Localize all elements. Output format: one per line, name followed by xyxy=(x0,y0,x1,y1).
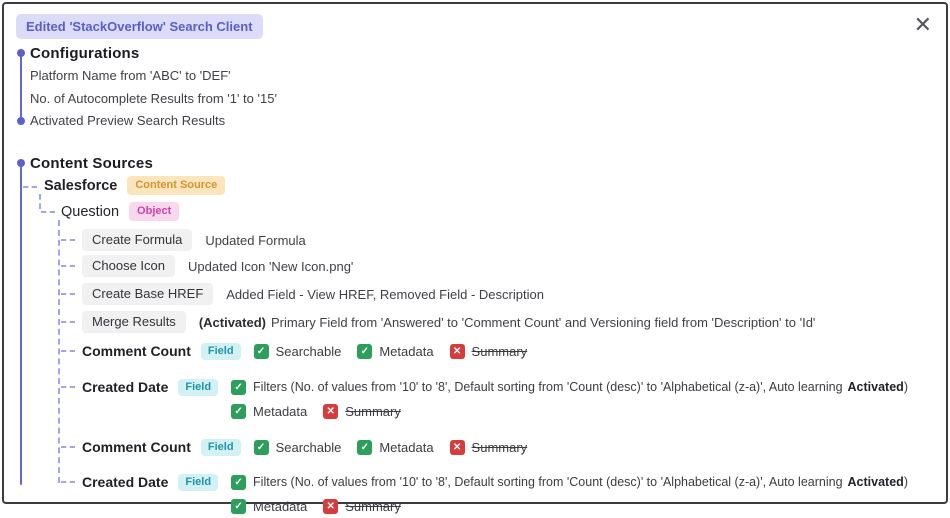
tree-line xyxy=(20,56,22,118)
flag-summary xyxy=(323,499,401,514)
close-icon[interactable]: ✕ xyxy=(913,12,932,37)
field-head xyxy=(82,470,218,494)
tree-line xyxy=(20,166,22,485)
section-title: Content Sources xyxy=(30,155,154,172)
field-name: Comment Count xyxy=(82,439,191,455)
flag-label: Summary xyxy=(345,498,401,514)
flag-label: Summary xyxy=(471,439,528,455)
field-name: Comment Count xyxy=(82,343,191,359)
flag-line xyxy=(231,375,908,399)
flag-label: Summary xyxy=(471,343,528,359)
field-badge: Field xyxy=(201,439,241,456)
tree-connector xyxy=(61,350,75,352)
field-flags xyxy=(231,375,908,423)
cross-icon: ✕ xyxy=(323,404,338,419)
config-change-text: Platform Name from 'ABC' to 'DEF' xyxy=(30,68,231,83)
field-flags xyxy=(254,339,528,363)
source-node-salesforce xyxy=(44,176,225,195)
flag-summary xyxy=(450,344,528,359)
flag-label: Metadata xyxy=(379,439,434,455)
field-head xyxy=(82,435,241,459)
flag-metadata xyxy=(357,344,433,359)
action-chip: Create Formula xyxy=(82,229,192,251)
tree-connector xyxy=(61,321,75,323)
action-row-choose-icon xyxy=(82,254,353,278)
flag-summary xyxy=(323,404,401,419)
config-change-item xyxy=(30,91,277,106)
flag-metadata xyxy=(231,404,307,419)
field-head xyxy=(82,339,241,363)
flag-searchable xyxy=(254,440,342,455)
flag-label: Metadata xyxy=(253,498,308,514)
field-head xyxy=(82,375,218,399)
tree-bullet xyxy=(17,117,25,125)
action-text: Updated Icon 'New Icon.png' xyxy=(188,258,354,274)
flag-line xyxy=(254,339,528,363)
action-chip: Create Base HREF xyxy=(82,283,213,305)
flag-line xyxy=(231,399,908,423)
action-text: Added Field - View HREF, Removed Field - Description xyxy=(226,286,544,302)
field-badge: Field xyxy=(178,379,218,396)
tree-connector xyxy=(61,446,75,448)
check-icon: ✓ xyxy=(254,440,269,455)
change-header xyxy=(16,14,263,39)
field-name: Created Date xyxy=(82,474,169,490)
flag-label: Searchable xyxy=(275,439,342,455)
config-change-text: Activated Preview Search Results xyxy=(30,113,226,128)
action-text xyxy=(199,315,816,330)
field-flags xyxy=(231,470,908,518)
field-node-comment-count xyxy=(82,435,527,459)
flag-filters xyxy=(231,475,908,490)
check-icon: ✓ xyxy=(231,404,246,419)
flag-label: Metadata xyxy=(253,403,308,419)
flag-metadata xyxy=(357,440,433,455)
flag-filters xyxy=(231,380,908,395)
object-badge: Object xyxy=(129,202,179,221)
config-change-item xyxy=(30,113,225,128)
content-source-badge: Content Source xyxy=(127,176,225,195)
tree-connector xyxy=(61,481,75,483)
action-text: Updated Formula xyxy=(205,232,306,248)
tree-connector xyxy=(41,211,55,213)
flag-label: Filters (No. of values from '10' to '8', Default sorting from 'Count (desc)' to 'Alphabetical (z-a)', Auto learning Activated) xyxy=(253,475,908,489)
tree-connector xyxy=(39,194,41,209)
action-row-merge-results xyxy=(82,310,815,334)
flag-line xyxy=(231,470,908,494)
tree-connector xyxy=(61,265,75,267)
tree-connector xyxy=(61,293,75,295)
action-chip: Choose Icon xyxy=(82,255,175,277)
field-flags xyxy=(254,435,528,459)
object-node-question xyxy=(61,202,179,221)
flag-line xyxy=(231,494,908,518)
tree-connector xyxy=(23,186,37,188)
flag-searchable xyxy=(254,344,342,359)
check-icon: ✓ xyxy=(357,440,372,455)
tree-connector xyxy=(58,220,60,483)
config-change-item xyxy=(30,68,231,83)
field-node-created-date xyxy=(82,470,908,518)
configurations-section-title xyxy=(30,45,139,62)
section-title: Configurations xyxy=(30,45,140,62)
tree-connector xyxy=(61,239,75,241)
tree-connector xyxy=(61,386,75,388)
changelog-panel xyxy=(2,2,948,514)
field-name: Created Date xyxy=(82,379,169,395)
field-badge: Field xyxy=(201,343,241,360)
check-icon: ✓ xyxy=(231,380,246,395)
field-node-comment-count xyxy=(82,339,527,363)
content-sources-section-title xyxy=(30,155,153,172)
action-row-create-formula xyxy=(82,228,306,252)
change-title-badge: Edited 'StackOverflow' Search Client xyxy=(16,14,263,39)
flag-line xyxy=(254,435,528,459)
check-icon: ✓ xyxy=(357,344,372,359)
action-chip: Merge Results xyxy=(82,311,186,333)
flag-label: Summary xyxy=(345,403,401,419)
cross-icon: ✕ xyxy=(450,344,465,359)
flag-summary xyxy=(450,440,528,455)
action-text-bold: (Activated) xyxy=(198,314,266,330)
object-name: Question xyxy=(61,203,120,220)
cross-icon: ✕ xyxy=(450,440,465,455)
flag-label: Metadata xyxy=(379,343,434,359)
field-node-created-date xyxy=(82,375,908,423)
cross-icon: ✕ xyxy=(323,499,338,514)
config-change-text: No. of Autocomplete Results from '1' to '15' xyxy=(30,91,277,106)
source-name: Salesforce xyxy=(44,177,118,194)
flag-metadata xyxy=(231,499,307,514)
field-badge: Field xyxy=(178,474,218,491)
flag-label: Filters (No. of values from '10' to '8', Default sorting from 'Count (desc)' to 'Alphabetical (z-a)', Auto learning Activated) xyxy=(253,380,908,394)
action-row-create-base-href xyxy=(82,282,544,306)
action-text-rest: Primary Field from 'Answered' to 'Comment Count' and Versioning field from 'Description' to 'Id' xyxy=(271,314,816,330)
check-icon: ✓ xyxy=(254,344,269,359)
check-icon: ✓ xyxy=(231,475,246,490)
flag-label: Searchable xyxy=(275,343,342,359)
check-icon: ✓ xyxy=(231,499,246,514)
